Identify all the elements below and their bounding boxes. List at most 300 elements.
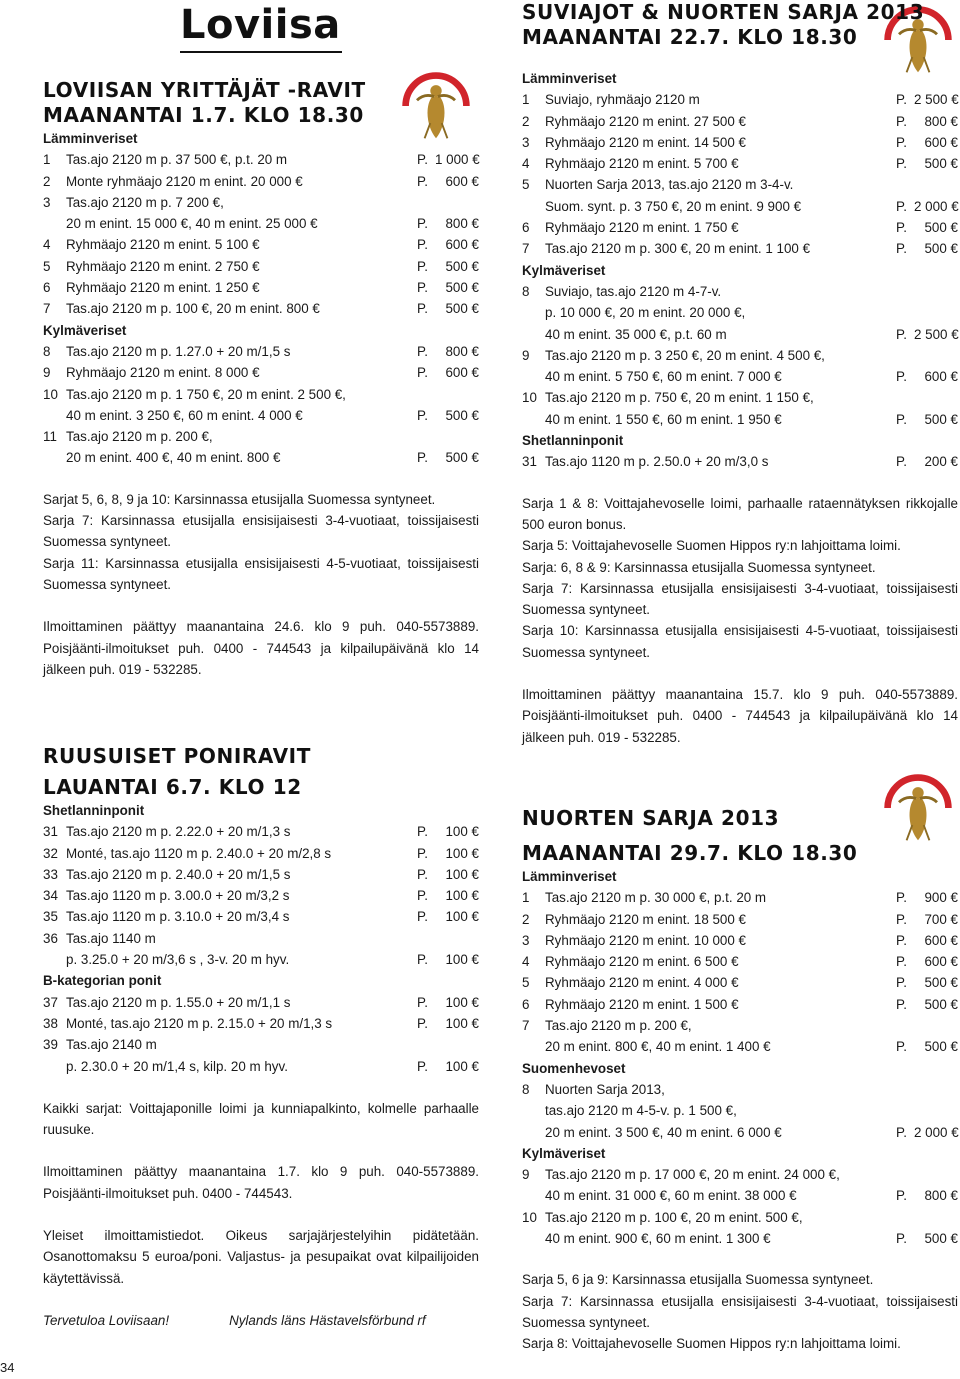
race-row xyxy=(43,992,479,1013)
race-row xyxy=(522,89,958,110)
prize-label: P. xyxy=(417,909,428,925)
race-list xyxy=(522,1079,958,1143)
prize-label: P. xyxy=(896,954,907,970)
race-row xyxy=(522,409,958,430)
race-row xyxy=(522,972,958,993)
race-number: 7 xyxy=(522,241,530,257)
notes xyxy=(43,489,479,595)
prize-value: 600 € xyxy=(445,365,479,381)
race-row xyxy=(43,362,479,383)
prize-label: P. xyxy=(896,996,907,1012)
race-description: Tas.ajo 1140 m xyxy=(66,930,156,946)
category-heading: Suomenhevoset xyxy=(522,1060,626,1076)
prize-label xyxy=(417,426,435,447)
prize-value: 800 € xyxy=(924,113,958,129)
race-description: Tas.ajo 1120 m p. 2.50.0 + 20 m/3,0 s xyxy=(545,454,769,470)
prize-label: P. xyxy=(896,890,907,906)
race-description: Ryhmäajo 2120 m enint. 4 000 € xyxy=(545,975,739,991)
race-row xyxy=(43,149,479,170)
section-date: MAANANTAI 22.7. KLO 18.30 xyxy=(522,25,858,49)
prize-value: 500 € xyxy=(924,1039,958,1055)
prize-value xyxy=(435,192,479,213)
race-description: Suviajo, ryhmäajo 2120 m xyxy=(545,92,700,108)
race-number: 1 xyxy=(522,890,530,906)
prize-label: P. xyxy=(417,343,428,359)
prize-value: 100 € xyxy=(445,1058,479,1074)
race-number xyxy=(522,366,545,387)
race-description: Ryhmäajo 2120 m enint. 10 000 € xyxy=(545,932,746,948)
section-title: RUUSUISET PONIRAVIT xyxy=(43,744,311,768)
prize-label: P. xyxy=(417,824,428,840)
prize-value xyxy=(435,928,479,949)
race-description: Tas.ajo 2120 m p. 1.27.0 + 20 m/1,5 s xyxy=(66,343,291,359)
prize-value: 500 € xyxy=(924,241,958,257)
race-description: Monté, tas.ajo 2120 m p. 2.15.0 + 20 m/1,3 s xyxy=(66,1015,333,1031)
race-number xyxy=(43,213,66,234)
race-number xyxy=(43,447,66,468)
race-row xyxy=(43,928,479,949)
race-description: Nuorten Sarja 2013, tas.ajo 2120 m 3-4-v. xyxy=(545,177,794,193)
prize-label: P. xyxy=(417,301,428,317)
prize-label: P. xyxy=(896,932,907,948)
race-description: Tas.ajo 2120 m p. 3 250 €, 20 m enint. 4 500 €, xyxy=(545,347,825,363)
race-description: 20 m enint. 15 000 €, 40 m enint. 25 000 € xyxy=(66,216,318,232)
race-row xyxy=(43,1034,479,1055)
prize-label: P. xyxy=(896,326,907,342)
race-description: 20 m enint. 800 €, 40 m enint. 1 400 € xyxy=(545,1039,771,1055)
note-text: Sarja 11: Karsinnassa etusijalla ensisijaisesti 4-5-vuotiaat, toissijaisesti Suomessa syntyneet. xyxy=(43,555,479,592)
race-row xyxy=(522,909,958,930)
note-text: Sarja 7: Karsinnassa etusijalla ensisijaisesti 3-4-vuotiaat, toissijaisesti Suomessa syntyneet. xyxy=(43,513,479,550)
race-number: 31 xyxy=(522,454,537,470)
prize-value: 500 € xyxy=(445,407,479,423)
race-number: 31 xyxy=(43,824,58,840)
race-number: 9 xyxy=(43,365,51,381)
race-row xyxy=(43,277,479,298)
race-row xyxy=(522,281,958,302)
race-number: 4 xyxy=(43,237,51,253)
prize-label: P. xyxy=(896,1188,907,1204)
race-description: Tas.ajo 2120 m p. 1.55.0 + 20 m/1,1 s xyxy=(66,994,291,1010)
prize-label: P. xyxy=(417,952,428,968)
race-number: 4 xyxy=(522,156,530,172)
prize-label: P. xyxy=(417,280,428,296)
prize-label xyxy=(896,1207,914,1228)
race-description: Tas.ajo 1120 m p. 3.10.0 + 20 m/3,4 s xyxy=(66,909,290,925)
race-description: Monte ryhmäajo 2120 m enint. 20 000 € xyxy=(66,173,303,189)
note-text: Sarja: 6, 8 & 9: Karsinnassa etusijalla Suomessa syntyneet. xyxy=(522,559,876,575)
race-description: 40 m enint. 35 000 €, p.t. 60 m xyxy=(545,326,727,342)
prize-label: P. xyxy=(417,365,428,381)
prize-value xyxy=(435,426,479,447)
prize-value xyxy=(914,302,958,323)
note-text: Sarja 10: Karsinnassa etusijalla ensisijaisesti 4-5-vuotiaat, toissijaisesti Suomessa syntyneet. xyxy=(522,623,958,660)
race-row xyxy=(43,256,479,277)
prize-value: 2 500 € xyxy=(914,326,959,342)
ruusuiset-poniravit-section xyxy=(43,744,479,1331)
page-title-text: Loviisa xyxy=(180,2,341,48)
prize-label: P. xyxy=(417,994,428,1010)
race-number: 8 xyxy=(522,283,530,299)
race-row xyxy=(522,994,958,1015)
race-number: 10 xyxy=(43,386,58,402)
prize-value: 700 € xyxy=(924,911,958,927)
category-heading: Shetlanninponit xyxy=(43,803,145,818)
race-number: 32 xyxy=(43,845,58,861)
prize-label: P. xyxy=(896,156,907,172)
prize-label: P. xyxy=(417,407,428,423)
race-description: Tas.ajo 2120 m p. 200 €, xyxy=(66,429,213,445)
race-number xyxy=(43,405,66,426)
prize-label xyxy=(896,1100,914,1121)
prize-value: 800 € xyxy=(445,343,479,359)
prize-value: 500 € xyxy=(924,996,958,1012)
race-description: Tas.ajo 2120 m p. 2.22.0 + 20 m/1,3 s xyxy=(66,824,291,840)
race-row xyxy=(43,426,479,447)
prize-label: P. xyxy=(896,134,907,150)
note-text: Sarja 5: Voittajahevoselle Suomen Hippos ry:n lahjoittama loimi. xyxy=(522,538,901,554)
signature-line xyxy=(43,1310,479,1331)
prize-value xyxy=(435,384,479,405)
race-number: 5 xyxy=(522,177,530,193)
race-row xyxy=(522,217,958,238)
race-number: 33 xyxy=(43,866,58,882)
prize-value: 100 € xyxy=(445,994,479,1010)
race-number xyxy=(522,1228,545,1249)
prize-value: 1 000 € xyxy=(435,152,480,168)
race-number: 10 xyxy=(522,1209,537,1225)
race-number: 39 xyxy=(43,1037,58,1053)
race-number xyxy=(522,196,545,217)
race-description: Suom. synt. p. 3 750 €, 20 m enint. 9 900 € xyxy=(545,198,802,214)
race-description: Nuorten Sarja 2013, xyxy=(545,1081,665,1097)
prize-label: P. xyxy=(896,92,907,108)
category-heading: Kylmäveriset xyxy=(522,1145,606,1161)
race-row xyxy=(43,298,479,319)
prize-value: 500 € xyxy=(445,301,479,317)
race-description: Ryhmäajo 2120 m enint. 8 000 € xyxy=(66,365,260,381)
race-number: 9 xyxy=(522,1167,530,1183)
prize-label: P. xyxy=(417,237,428,253)
prize-value: 100 € xyxy=(445,952,479,968)
race-row xyxy=(43,1056,479,1077)
prize-label xyxy=(896,1079,914,1100)
race-row xyxy=(43,405,479,426)
race-row xyxy=(522,302,958,323)
race-number: 9 xyxy=(522,347,530,363)
notes xyxy=(522,1269,958,1354)
race-row xyxy=(522,153,958,174)
prize-label xyxy=(417,384,435,405)
race-row xyxy=(522,345,958,366)
race-description: Tas.ajo 2120 m p. 37 500 €, p.t. 20 m xyxy=(66,152,288,168)
race-list xyxy=(522,89,958,259)
prize-label xyxy=(417,1034,435,1055)
race-list xyxy=(43,341,479,469)
race-number: 3 xyxy=(522,932,530,948)
race-description: Tas.ajo 2120 m p. 30 000 €, p.t. 20 m xyxy=(545,890,767,906)
race-row xyxy=(522,238,958,259)
prize-label: P. xyxy=(417,845,428,861)
prize-label: P. xyxy=(896,911,907,927)
race-description: Ryhmäajo 2120 m enint. 18 500 € xyxy=(545,911,746,927)
prize-label: P. xyxy=(417,258,428,274)
prize-value: 100 € xyxy=(445,866,479,882)
race-row xyxy=(522,111,958,132)
registration-info: Ilmoittaminen päättyy maanantaina 1.7. klo 9 puh. 040-5573889. Poisjäänti-ilmoitukset puh. 0400 - 744543. xyxy=(43,1164,479,1201)
race-description: Tas.ajo 2120 m p. 17 000 €, 20 m enint. 24 000 €, xyxy=(545,1167,840,1183)
race-description: Tas.ajo 2120 m p. 200 €, xyxy=(545,1018,692,1034)
category-heading: Lämminveriset xyxy=(522,71,617,86)
prize-note: Kaikki sarjat: Voittajaponille loimi ja kunniapalkinto, kolmelle parhaalle ruusuke. xyxy=(43,1100,479,1138)
welcome-text: Tervetuloa Loviisaan! xyxy=(43,1312,170,1328)
prize-label xyxy=(417,192,435,213)
race-description: Ryhmäajo 2120 m enint. 1 500 € xyxy=(545,996,739,1012)
race-number: 36 xyxy=(43,930,58,946)
race-row xyxy=(43,341,479,362)
section-date: LAUANTAI 6.7. KLO 12 xyxy=(43,775,302,799)
race-list xyxy=(43,149,479,319)
general-info: Yleiset ilmoittamistiedot. Oikeus sarjajärjestelyihin pidätetään. Osanottomaksu 5 euroa/poni. Valjastus- ja pesupaikat ovat kilpailijoiden käytettävissä. xyxy=(43,1228,479,1286)
race-list xyxy=(522,281,958,430)
prize-label: P. xyxy=(896,220,907,236)
prize-value: 2 500 € xyxy=(914,92,959,108)
race-row xyxy=(43,906,479,927)
prize-value: 600 € xyxy=(924,134,958,150)
race-number xyxy=(522,324,545,345)
race-row xyxy=(522,387,958,408)
race-row xyxy=(43,384,479,405)
prize-label xyxy=(896,387,914,408)
race-number: 5 xyxy=(43,258,51,274)
category-heading: B-kategorian ponit xyxy=(43,973,162,989)
race-row xyxy=(43,447,479,468)
race-number xyxy=(522,1122,545,1143)
race-list xyxy=(43,992,479,1077)
prize-label: P. xyxy=(896,369,907,385)
race-row xyxy=(522,951,958,972)
prize-value xyxy=(914,1015,958,1036)
prize-label: P. xyxy=(896,113,907,129)
prize-label: P. xyxy=(417,152,428,168)
race-description: Tas.ajo 2120 m p. 2.40.0 + 20 m/1,5 s xyxy=(66,866,291,882)
prize-label: P. xyxy=(417,866,428,882)
race-description: Ryhmäajo 2120 m enint. 14 500 € xyxy=(545,134,746,150)
prize-label xyxy=(896,174,914,195)
race-number: 1 xyxy=(522,92,530,108)
nuorten-sarja-section xyxy=(522,806,958,1355)
prize-label: P. xyxy=(896,411,907,427)
race-number xyxy=(522,1100,545,1121)
prize-value: 500 € xyxy=(924,975,958,991)
race-row xyxy=(522,930,958,951)
race-description: 20 m enint. 3 500 €, 40 m enint. 6 000 € xyxy=(545,1124,782,1140)
prize-label: P. xyxy=(417,216,428,232)
race-description: Ryhmäajo 2120 m enint. 27 500 € xyxy=(545,113,746,129)
prize-value: 500 € xyxy=(445,450,479,466)
race-number xyxy=(522,1036,545,1057)
prize-label: P. xyxy=(896,1124,907,1140)
prize-value: 500 € xyxy=(924,411,958,427)
race-number: 11 xyxy=(43,429,57,445)
prize-label: P. xyxy=(417,450,428,466)
race-row xyxy=(522,324,958,345)
race-row xyxy=(522,1207,958,1228)
suviajot-section xyxy=(522,0,958,748)
page-number: 34 xyxy=(0,1360,15,1375)
race-description: p. 10 000 €, 20 m enint. 20 000 €, xyxy=(545,305,746,321)
prize-value: 900 € xyxy=(924,890,958,906)
prize-value xyxy=(914,345,958,366)
prize-label: P. xyxy=(896,975,907,991)
race-number: 7 xyxy=(43,301,51,317)
prize-label: P. xyxy=(417,1058,428,1074)
category-heading: Kylmäveriset xyxy=(43,322,127,338)
race-description: 20 m enint. 400 €, 40 m enint. 800 € xyxy=(66,450,281,466)
race-number xyxy=(522,409,545,430)
prize-label xyxy=(896,1164,914,1185)
section-date: MAANANTAI 1.7. KLO 18.30 xyxy=(43,103,364,127)
race-number: 7 xyxy=(522,1018,530,1034)
prize-value xyxy=(914,387,958,408)
race-row xyxy=(522,366,958,387)
race-row xyxy=(522,1122,958,1143)
prize-value xyxy=(914,1164,958,1185)
prize-label: P. xyxy=(417,888,428,904)
race-description: Tas.ajo 2120 m p. 100 €, 20 m enint. 800 € xyxy=(66,301,320,317)
race-row xyxy=(43,234,479,255)
race-row xyxy=(522,1036,958,1057)
race-row xyxy=(43,213,479,234)
prize-value xyxy=(914,174,958,195)
prize-value: 100 € xyxy=(445,824,479,840)
section-title: SUVIAJOT & NUORTEN SARJA 2013 xyxy=(522,0,925,24)
prize-value: 2 000 € xyxy=(914,1124,959,1140)
category-heading: Kylmäveriset xyxy=(522,262,606,278)
race-description: 40 m enint. 900 €, 60 m enint. 1 300 € xyxy=(545,1231,771,1247)
organizer-text: Nylands läns Hästavelsförbund rf xyxy=(229,1312,426,1328)
race-description: Ryhmäajo 2120 m enint. 1 250 € xyxy=(66,280,260,296)
race-description: 40 m enint. 3 250 €, 60 m enint. 4 000 € xyxy=(66,407,303,423)
race-number: 8 xyxy=(43,343,51,359)
race-number: 3 xyxy=(43,194,51,210)
race-row xyxy=(43,843,479,864)
race-description: Tas.ajo 2140 m xyxy=(66,1037,157,1053)
race-row xyxy=(522,174,958,195)
race-number: 4 xyxy=(522,954,530,970)
prize-value: 200 € xyxy=(924,454,958,470)
race-number: 37 xyxy=(43,994,58,1010)
prize-value: 600 € xyxy=(924,369,958,385)
prize-label: P. xyxy=(896,1231,907,1247)
prize-value: 800 € xyxy=(445,216,479,232)
prize-value: 100 € xyxy=(445,845,479,861)
prize-value: 600 € xyxy=(924,954,958,970)
prize-value xyxy=(435,1034,479,1055)
prize-value: 600 € xyxy=(924,932,958,948)
registration-info: Ilmoittaminen päättyy maanantaina 24.6. klo 9 puh. 040-5573889. Poisjäänti-ilmoitukset puh. 0400 - 744543 ja kilpailupäivänä klo 14 jälkeen puh. 019 - 532285. xyxy=(43,619,479,677)
notes xyxy=(522,493,958,663)
note-text: Sarja 8: Voittajahevoselle Suomen Hippos ry:n lahjoittama loimi. xyxy=(522,1336,901,1352)
prize-label: P. xyxy=(896,1039,907,1055)
registration-info: Ilmoittaminen päättyy maanantaina 15.7. klo 9 puh. 040-5573889. Poisjäänti-ilmoitukset puh. 0400 - 744543 ja kilpailupäivänä klo 14 jälkeen puh. 019 - 532285. xyxy=(522,687,958,745)
race-number xyxy=(522,302,545,323)
prize-value: 100 € xyxy=(445,1015,479,1031)
prize-value: 500 € xyxy=(924,1231,958,1247)
title-underline xyxy=(180,51,342,53)
race-description: Ryhmäajo 2120 m enint. 6 500 € xyxy=(545,954,739,970)
race-description: 40 m enint. 31 000 €, 60 m enint. 38 000 € xyxy=(545,1188,797,1204)
prize-label: P. xyxy=(896,454,907,470)
race-number: 1 xyxy=(43,152,51,168)
race-number xyxy=(43,949,66,970)
prize-label xyxy=(417,928,435,949)
note-text: Sarja 5, 6 ja 9: Karsinnassa etusijalla Suomessa syntyneet. xyxy=(522,1272,874,1288)
prize-value: 500 € xyxy=(445,280,479,296)
race-description: 40 m enint. 1 550 €, 60 m enint. 1 950 € xyxy=(545,411,782,427)
race-description: Monté, tas.ajo 1120 m p. 2.40.0 + 20 m/2,8 s xyxy=(66,845,332,861)
race-number: 6 xyxy=(522,996,530,1012)
prize-value: 600 € xyxy=(445,173,479,189)
race-number: 6 xyxy=(43,280,51,296)
prize-value: 600 € xyxy=(445,237,479,253)
race-description: Ryhmäajo 2120 m enint. 5 100 € xyxy=(66,237,260,253)
race-number: 35 xyxy=(43,909,58,925)
race-row xyxy=(522,1015,958,1036)
race-row xyxy=(43,864,479,885)
note-text: Sarja 7: Karsinnassa etusijalla ensisijaisesti 3-4-vuotiaat, toissijaisesti Suomessa syntyneet. xyxy=(522,580,958,618)
prize-label xyxy=(896,281,914,302)
note-text: Sarja 7: Karsinnassa etusijalla ensisijaisesti 3-4-vuotiaat, toissijaisesti Suomessa syntyneet. xyxy=(522,1293,958,1330)
category-heading: Lämminveriset xyxy=(522,869,617,884)
prize-value: 100 € xyxy=(445,909,479,925)
race-number xyxy=(522,1185,545,1206)
note-text: Sarjat 5, 6, 8, 9 ja 10: Karsinnassa etusijalla Suomessa syntyneet. xyxy=(43,491,436,507)
race-row xyxy=(522,1164,958,1185)
prize-value: 2 000 € xyxy=(914,198,959,214)
race-description: Tas.ajo 2120 m p. 750 €, 20 m enint. 1 150 €, xyxy=(545,390,814,406)
race-row xyxy=(522,132,958,153)
race-number: 2 xyxy=(43,173,51,189)
race-description: Suviajo, tas.ajo 2120 m 4-7-v. xyxy=(545,283,722,299)
race-number: 2 xyxy=(522,113,530,129)
section-title: NUORTEN SARJA 2013 xyxy=(522,806,780,830)
prize-value xyxy=(914,281,958,302)
race-description: Tas.ajo 2120 m p. 100 €, 20 m enint. 500 €, xyxy=(545,1209,803,1225)
race-number: 3 xyxy=(522,134,530,150)
note-text: Sarja 1 & 8: Voittajahevoselle loimi, parhaalle rataennätyksen rikkojalle 500 euron bonus. xyxy=(522,495,958,532)
race-row xyxy=(43,192,479,213)
race-row xyxy=(522,1079,958,1100)
prize-label xyxy=(896,302,914,323)
race-row xyxy=(522,1185,958,1206)
race-row xyxy=(43,885,479,906)
race-description: Tas.ajo 2120 m p. 1 750 €, 20 m enint. 2 500 €, xyxy=(66,386,346,402)
section-title: LOVIISAN YRITTÄJÄT -RAVIT xyxy=(43,78,366,102)
prize-label xyxy=(896,1015,914,1036)
prize-label: P. xyxy=(417,173,428,189)
race-number: 10 xyxy=(522,390,537,406)
prize-value: 500 € xyxy=(924,220,958,236)
race-number: 5 xyxy=(522,975,530,991)
prize-value xyxy=(914,1079,958,1100)
race-row xyxy=(43,821,479,842)
page-title xyxy=(180,2,341,48)
race-number: 38 xyxy=(43,1015,58,1031)
race-row xyxy=(522,1100,958,1121)
race-row xyxy=(43,171,479,192)
race-number xyxy=(43,1056,66,1077)
